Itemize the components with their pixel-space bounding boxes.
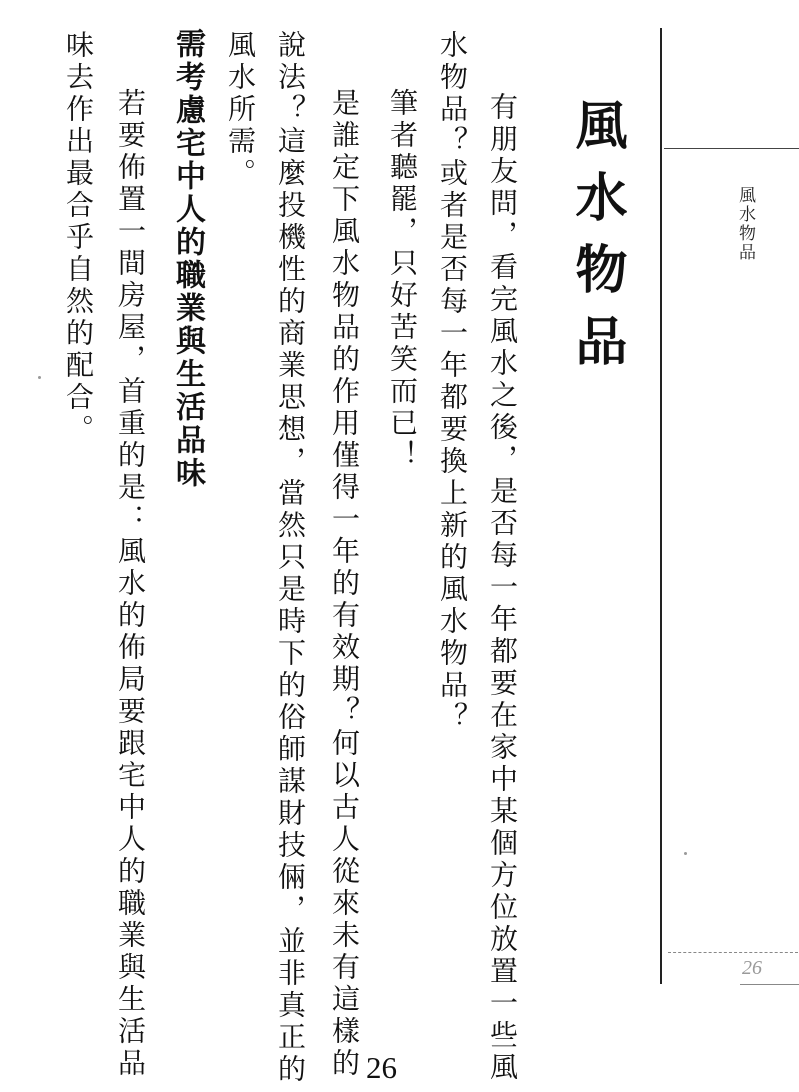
running-header: 風水物品 (735, 186, 755, 262)
paragraph-1-line-2: 水物品？或者是否每一年都要換上新的風水物品？ (436, 30, 469, 734)
scan-speck (38, 376, 41, 379)
paragraph-1-line-1: 有朋友問，看完風水之後，是否每一年都要在家中某個方位放置一些風 (486, 92, 519, 1084)
paragraph-2: 筆者聽罷，只好苦笑而已！ (386, 88, 419, 472)
paragraph-4-line-1: 若要佈置一間房屋，首重的是：風水的佈局要跟宅中人的職業與生活品 (114, 88, 147, 1080)
paragraph-3-line-2: 說法？這麼投機性的商業思想，當然只是時下的俗師謀財技倆，並非真正的 (274, 30, 307, 1086)
paragraph-3-line-1: 是誰定下風水物品的作用僅得一年的有效期？何以古人從來未有這樣的 (328, 88, 361, 1080)
header-rule (664, 148, 799, 149)
side-page-bottom-rule (740, 984, 799, 985)
paragraph-4-line-2: 味去作出最合乎自然的配合。 (62, 30, 95, 446)
column-divider (660, 28, 662, 984)
side-page-number: 26 (742, 957, 762, 979)
paragraph-3-line-3: 風水所需。 (224, 30, 257, 190)
chapter-title: 風水物品 (566, 98, 626, 386)
side-page-top-rule (668, 952, 798, 953)
page-number: 26 (366, 1050, 397, 1085)
section-heading: 需考慮宅中人的職業與生活品味 (170, 28, 205, 490)
scan-speck (684, 852, 687, 855)
